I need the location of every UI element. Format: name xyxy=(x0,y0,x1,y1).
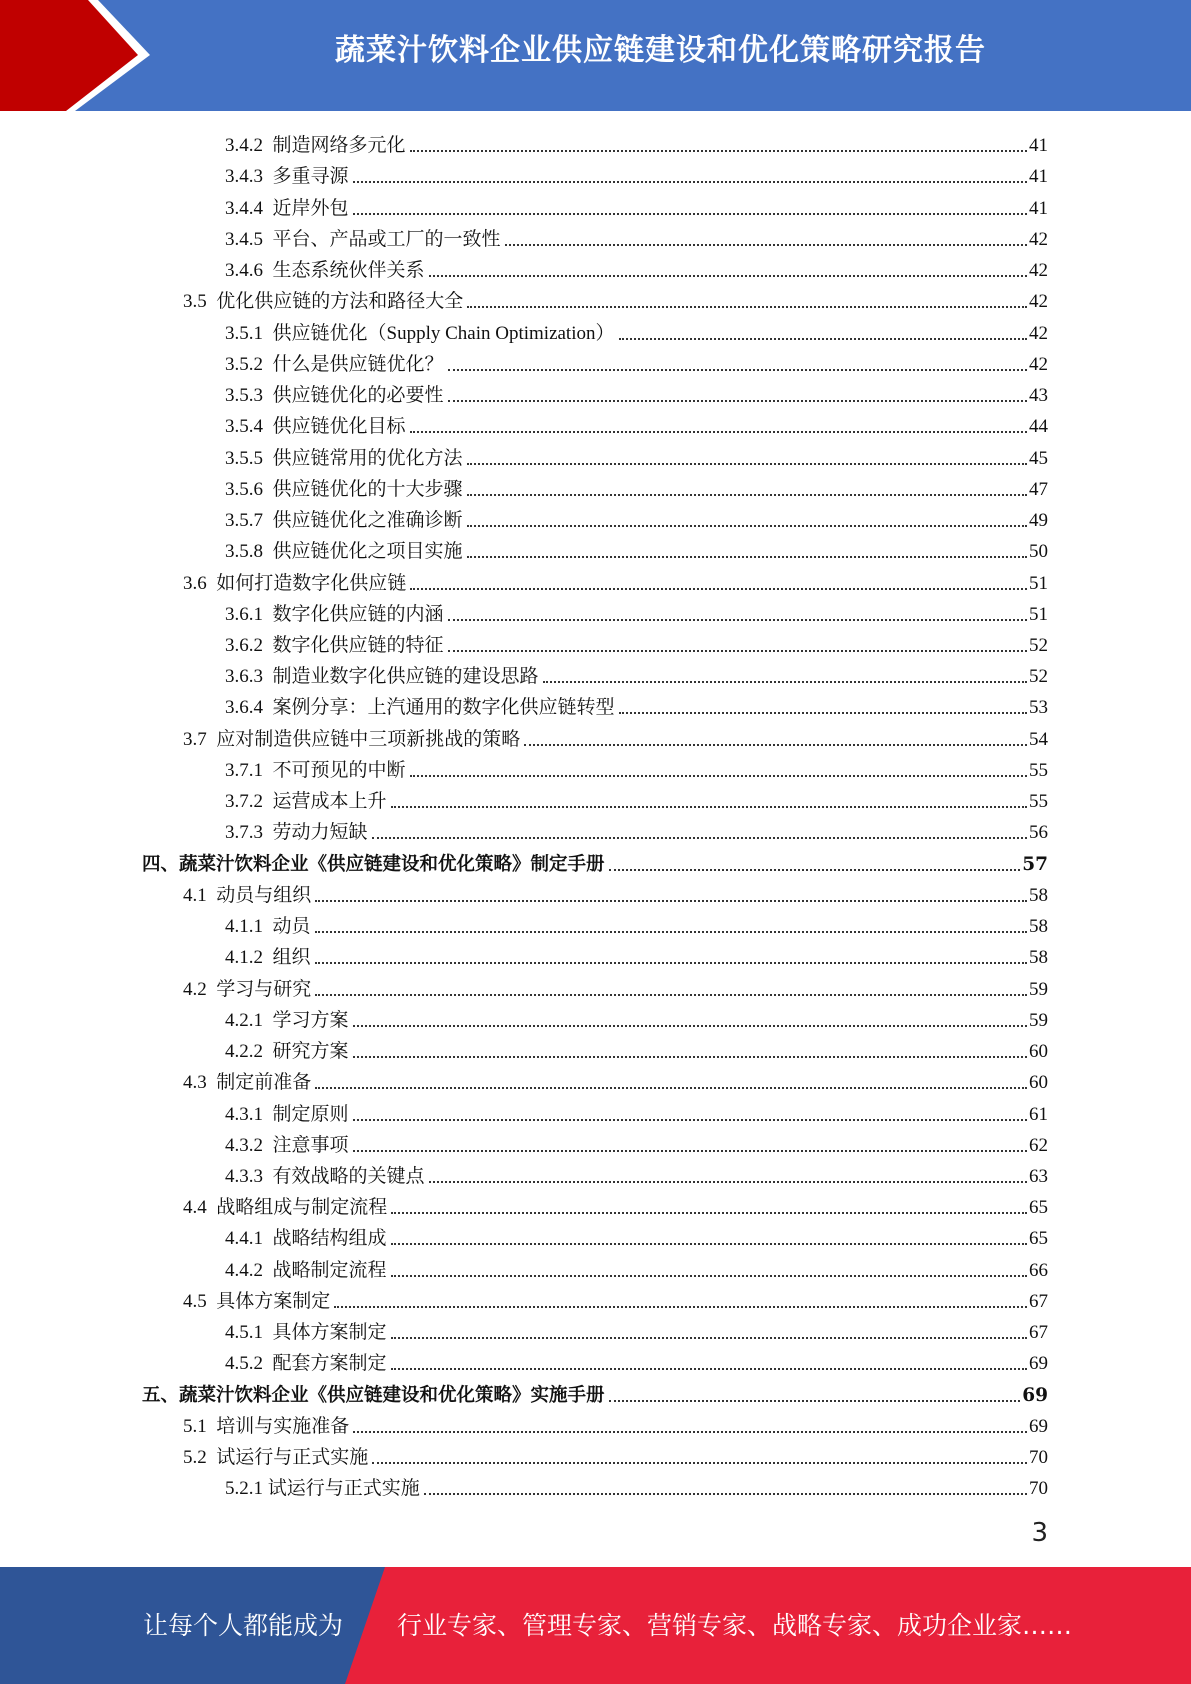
toc-dot-leader xyxy=(391,1368,1027,1370)
toc-entry-page: 56 xyxy=(1029,822,1048,844)
toc-entry-page: 60 xyxy=(1029,1041,1048,1063)
toc-dot-leader xyxy=(424,1493,1027,1495)
toc-entry-title: 4.4.1 战略结构组成 xyxy=(225,1228,387,1250)
toc-entry[interactable] xyxy=(0,845,1191,876)
toc-entry-title: 4.5.1 具体方案制定 xyxy=(225,1322,387,1344)
toc-entry-page: 41 xyxy=(1029,166,1048,188)
toc-entry-title: 4.3.1 制定原则 xyxy=(225,1103,349,1125)
toc-entry[interactable] xyxy=(0,1002,1191,1033)
toc-entry-title: 4.5 具体方案制定 xyxy=(183,1290,331,1312)
toc-entry-page: 44 xyxy=(1029,416,1048,438)
toc-entry-title: 3.5.5 供应链常用的优化方法 xyxy=(225,447,463,469)
toc-dot-leader xyxy=(543,681,1027,683)
toc-dot-leader xyxy=(410,431,1027,433)
toc-entry[interactable] xyxy=(0,627,1191,658)
toc-entry[interactable] xyxy=(0,1033,1191,1064)
toc-entry-title: 五、蔬菜汁饮料企业《供应链建设和优化策略》实施手册 xyxy=(142,1384,605,1406)
toc-entry-page: 70 xyxy=(1029,1447,1048,1469)
toc-dot-leader xyxy=(391,806,1027,808)
toc-entry-title: 4.1.1 动员 xyxy=(225,916,311,938)
toc-entry-title: 3.4.5 平台、产品或工厂的一致性 xyxy=(225,228,501,250)
toc-entry[interactable] xyxy=(0,1095,1191,1126)
toc-entry-page: 69 xyxy=(1029,1353,1048,1375)
toc-dot-leader xyxy=(353,1025,1027,1027)
footer-slogan: 让每个人都能成为 xyxy=(143,1611,344,1640)
toc-entry[interactable] xyxy=(0,689,1191,720)
toc-dot-leader xyxy=(372,837,1027,839)
toc-entry[interactable] xyxy=(0,377,1191,408)
toc-entry[interactable] xyxy=(0,533,1191,564)
toc-entry[interactable] xyxy=(0,439,1191,470)
toc-entry[interactable] xyxy=(0,1127,1191,1158)
toc-dot-leader xyxy=(391,1337,1027,1339)
toc-dot-leader xyxy=(391,1212,1027,1214)
toc-entry-page: 70 xyxy=(1029,1478,1048,1500)
toc-entry-page: 47 xyxy=(1029,478,1048,500)
toc-entry-page: 55 xyxy=(1029,759,1048,781)
toc-entry-page: 57 xyxy=(1022,853,1048,875)
toc-entry[interactable] xyxy=(0,877,1191,908)
table-of-contents xyxy=(0,127,1191,1501)
toc-dot-leader xyxy=(353,213,1027,215)
toc-entry-title: 3.4.3 多重寻源 xyxy=(225,166,349,188)
toc-entry-page: 58 xyxy=(1029,947,1048,969)
toc-entry-title: 5.2 试运行与正式实施 xyxy=(183,1447,369,1469)
toc-dot-leader xyxy=(353,1119,1027,1121)
toc-entry-title: 3.7.1 不可预见的中断 xyxy=(225,759,406,781)
toc-entry[interactable] xyxy=(0,564,1191,595)
toc-entry-page: 42 xyxy=(1029,260,1048,282)
toc-entry[interactable] xyxy=(0,752,1191,783)
toc-entry[interactable] xyxy=(0,252,1191,283)
toc-entry-title: 4.3.2 注意事项 xyxy=(225,1134,349,1156)
toc-entry-page: 53 xyxy=(1029,697,1048,719)
toc-entry-page: 54 xyxy=(1029,728,1048,750)
toc-entry[interactable] xyxy=(0,1283,1191,1314)
toc-entry[interactable] xyxy=(0,283,1191,314)
toc-dot-leader xyxy=(467,556,1027,558)
toc-entry[interactable] xyxy=(0,1376,1191,1407)
toc-dot-leader xyxy=(619,712,1027,714)
page-footer xyxy=(0,1567,1191,1684)
toc-entry[interactable] xyxy=(0,1251,1191,1282)
toc-entry-title: 3.5.8 供应链优化之项目实施 xyxy=(225,541,463,563)
toc-entry[interactable] xyxy=(0,970,1191,1001)
toc-entry-page: 52 xyxy=(1029,666,1048,688)
toc-entry-title: 4.4 战略组成与制定流程 xyxy=(183,1197,388,1219)
toc-dot-leader xyxy=(619,338,1028,340)
toc-entry-title: 四、蔬菜汁饮料企业《供应链建设和优化策略》制定手册 xyxy=(142,853,605,875)
page-header xyxy=(0,0,1191,111)
toc-entry-page: 59 xyxy=(1029,1009,1048,1031)
toc-entry-page: 42 xyxy=(1029,228,1048,250)
toc-dot-leader xyxy=(315,900,1027,902)
toc-entry-page: 52 xyxy=(1029,634,1048,656)
toc-entry[interactable] xyxy=(0,1439,1191,1470)
toc-dot-leader xyxy=(448,619,1027,621)
toc-entry-title: 3.5.1 供应链优化（Supply Chain Optimization） xyxy=(225,322,615,344)
toc-entry[interactable] xyxy=(0,1345,1191,1376)
toc-entry-title: 3.4.4 近岸外包 xyxy=(225,197,349,219)
toc-entry[interactable] xyxy=(0,408,1191,439)
toc-dot-leader xyxy=(334,1306,1027,1308)
toc-entry[interactable] xyxy=(0,127,1191,158)
toc-entry-title: 3.5.2 什么是供应链优化？ xyxy=(225,353,444,375)
toc-entry-page: 58 xyxy=(1029,884,1048,906)
toc-entry[interactable] xyxy=(0,471,1191,502)
toc-entry-title: 3.6.2 数字化供应链的特征 xyxy=(225,634,444,656)
toc-entry-title: 4.4.2 战略制定流程 xyxy=(225,1259,387,1281)
toc-entry[interactable] xyxy=(0,314,1191,345)
toc-entry[interactable] xyxy=(0,502,1191,533)
toc-entry-title: 3.7.2 运营成本上升 xyxy=(225,791,387,813)
toc-dot-leader xyxy=(315,994,1027,996)
toc-entry-title: 3.7 应对制造供应链中三项新挑战的策略 xyxy=(183,728,521,750)
toc-entry-title: 4.3.3 有效战略的关键点 xyxy=(225,1165,425,1187)
toc-entry-page: 41 xyxy=(1029,197,1048,219)
toc-entry-page: 67 xyxy=(1029,1322,1048,1344)
toc-dot-leader xyxy=(353,1150,1027,1152)
toc-dot-leader xyxy=(429,1181,1027,1183)
toc-entry[interactable] xyxy=(0,158,1191,189)
toc-entry-page: 60 xyxy=(1029,1072,1048,1094)
toc-entry-page: 69 xyxy=(1029,1415,1048,1437)
toc-entry-page: 41 xyxy=(1029,135,1048,157)
toc-entry-page: 51 xyxy=(1029,603,1048,625)
toc-dot-leader xyxy=(391,1275,1027,1277)
toc-entry-page: 67 xyxy=(1029,1290,1048,1312)
toc-dot-leader xyxy=(429,275,1027,277)
toc-entry-page: 61 xyxy=(1029,1103,1048,1125)
toc-entry-page: 59 xyxy=(1029,978,1048,1000)
toc-dot-leader xyxy=(609,1400,1021,1402)
toc-entry-title: 4.5.2 配套方案制定 xyxy=(225,1353,387,1375)
toc-entry-title: 3.6 如何打造数字化供应链 xyxy=(183,572,407,594)
toc-dot-leader xyxy=(353,1056,1027,1058)
toc-entry-page: 62 xyxy=(1029,1134,1048,1156)
toc-entry-page: 51 xyxy=(1029,572,1048,594)
toc-dot-leader xyxy=(448,650,1027,652)
toc-entry[interactable] xyxy=(0,1408,1191,1439)
toc-dot-leader xyxy=(448,369,1027,371)
toc-entry-title: 4.1.2 组织 xyxy=(225,947,311,969)
toc-entry-page: 65 xyxy=(1029,1228,1048,1250)
toc-entry[interactable] xyxy=(0,346,1191,377)
document-title: 蔬菜汁饮料企业供应链建设和优化策略研究报告 xyxy=(335,33,986,68)
toc-entry-title: 3.6.1 数字化供应链的内涵 xyxy=(225,603,444,625)
footer-tagline: 行业专家、管理专家、营销专家、战略专家、成功企业家…… xyxy=(397,1611,1073,1640)
toc-entry-page: 45 xyxy=(1029,447,1048,469)
toc-entry-page: 42 xyxy=(1029,353,1048,375)
toc-entry[interactable] xyxy=(0,189,1191,220)
toc-dot-leader xyxy=(467,525,1027,527)
page-number: 3 xyxy=(1031,1518,1048,1548)
toc-dot-leader xyxy=(315,931,1027,933)
toc-entry[interactable] xyxy=(0,1470,1191,1501)
toc-entry-title: 5.1 培训与实施准备 xyxy=(183,1415,350,1437)
toc-dot-leader xyxy=(391,1243,1027,1245)
toc-entry-title: 3.5.3 供应链优化的必要性 xyxy=(225,385,444,407)
toc-entry[interactable] xyxy=(0,596,1191,627)
toc-entry-page: 58 xyxy=(1029,916,1048,938)
toc-entry-title: 4.1 动员与组织 xyxy=(183,884,312,906)
toc-entry-page: 55 xyxy=(1029,791,1048,813)
toc-dot-leader xyxy=(505,244,1027,246)
toc-dot-leader xyxy=(467,494,1027,496)
toc-dot-leader xyxy=(353,181,1027,183)
toc-entry-title: 4.2.1 学习方案 xyxy=(225,1009,349,1031)
toc-dot-leader xyxy=(315,962,1027,964)
toc-dot-leader xyxy=(410,775,1027,777)
toc-entry-title: 3.4.2 制造网络多元化 xyxy=(225,135,406,157)
toc-entry[interactable] xyxy=(0,814,1191,845)
toc-dot-leader xyxy=(467,306,1027,308)
toc-entry-page: 49 xyxy=(1029,510,1048,532)
toc-entry[interactable] xyxy=(0,783,1191,814)
toc-entry[interactable] xyxy=(0,720,1191,751)
toc-entry-page: 42 xyxy=(1029,322,1048,344)
toc-entry-title: 3.5 优化供应链的方法和路径大全 xyxy=(183,291,464,313)
toc-entry-title: 3.7.3 劳动力短缺 xyxy=(225,822,368,844)
toc-entry-page: 42 xyxy=(1029,291,1048,313)
toc-entry[interactable] xyxy=(0,1189,1191,1220)
toc-entry[interactable] xyxy=(0,908,1191,939)
toc-dot-leader xyxy=(448,400,1027,402)
toc-entry-title: 4.3 制定前准备 xyxy=(183,1072,312,1094)
toc-entry[interactable] xyxy=(0,1064,1191,1095)
toc-entry-title: 5.2.1 试运行与正式实施 xyxy=(225,1478,420,1500)
toc-entry-page: 43 xyxy=(1029,385,1048,407)
toc-entry-title: 4.2 学习与研究 xyxy=(183,978,312,1000)
toc-entry-title: 3.4.6 生态系统伙伴关系 xyxy=(225,260,425,282)
toc-dot-leader xyxy=(353,1431,1027,1433)
toc-dot-leader xyxy=(410,588,1027,590)
toc-entry-page: 65 xyxy=(1029,1197,1048,1219)
toc-dot-leader xyxy=(609,869,1021,871)
toc-entry[interactable] xyxy=(0,221,1191,252)
toc-entry-title: 3.5.6 供应链优化的十大步骤 xyxy=(225,478,463,500)
toc-entry-title: 4.2.2 研究方案 xyxy=(225,1041,349,1063)
toc-dot-leader xyxy=(467,463,1027,465)
toc-dot-leader xyxy=(410,150,1027,152)
toc-dot-leader xyxy=(524,744,1027,746)
toc-entry[interactable] xyxy=(0,939,1191,970)
toc-dot-leader xyxy=(315,1087,1027,1089)
toc-entry-page: 63 xyxy=(1029,1165,1048,1187)
toc-entry-page: 69 xyxy=(1022,1384,1048,1406)
toc-entry[interactable] xyxy=(0,1158,1191,1189)
toc-entry[interactable] xyxy=(0,1314,1191,1345)
toc-entry-title: 3.5.7 供应链优化之准确诊断 xyxy=(225,510,463,532)
toc-entry-page: 50 xyxy=(1029,541,1048,563)
toc-entry-title: 3.6.4 案例分享：上汽通用的数字化供应链转型 xyxy=(225,697,615,719)
toc-dot-leader xyxy=(372,1462,1027,1464)
toc-entry-title: 3.5.4 供应链优化目标 xyxy=(225,416,406,438)
toc-entry[interactable] xyxy=(0,1220,1191,1251)
toc-entry[interactable] xyxy=(0,658,1191,689)
toc-entry-title: 3.6.3 制造业数字化供应链的建设思路 xyxy=(225,666,539,688)
toc-entry-page: 66 xyxy=(1029,1259,1048,1281)
